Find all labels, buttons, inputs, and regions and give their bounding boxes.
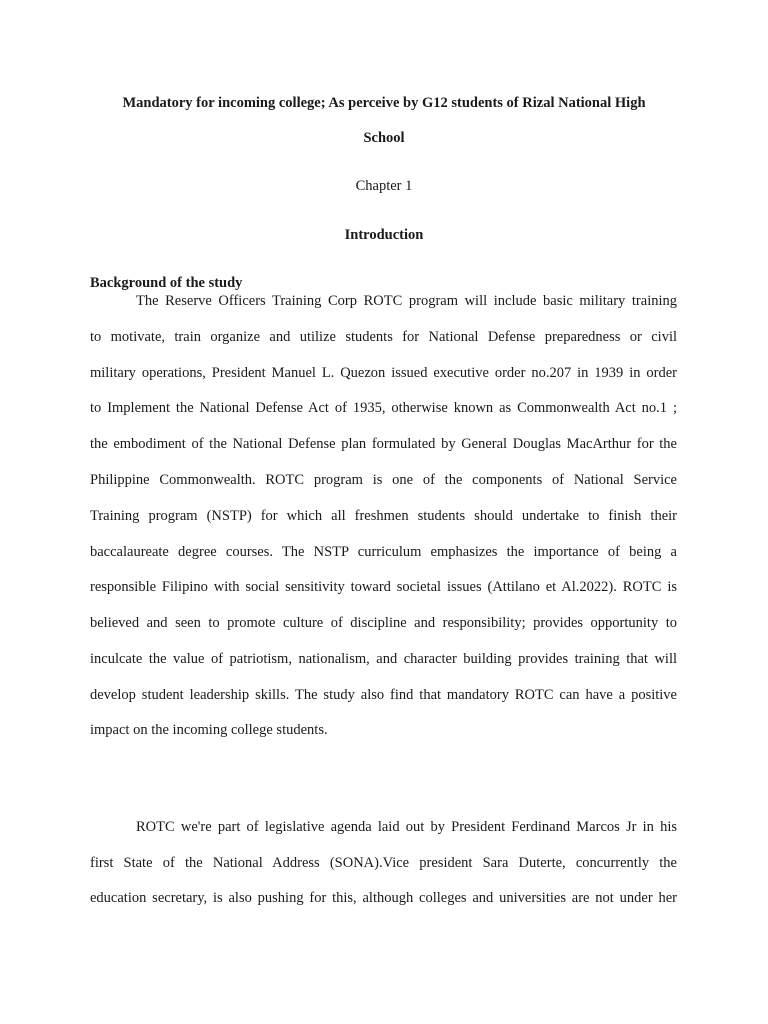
document-title-line-2: School (363, 130, 405, 146)
section-title: Introduction (344, 227, 424, 243)
paragraph-line: education secretary, is also pushing for this, although colleges and universities are not under her (90, 890, 677, 906)
paragraph-line: Training program (NSTP) for which all freshmen students should undertake to finish their (90, 508, 677, 524)
paragraph-line: impact on the incoming college students. (90, 722, 328, 738)
paragraph-line: develop student leadership skills. The study also find that mandatory ROTC can have a positive (90, 687, 677, 703)
document-title-line-1: Mandatory for incoming college; As perceive by G12 students of Rizal National High (122, 95, 646, 111)
paragraph-line: Philippine Commonwealth. ROTC program is one of the components of National Service (90, 472, 677, 488)
paragraph-line: military operations, President Manuel L. Quezon issued executive order no.207 in 1939 in order (90, 365, 677, 381)
paragraph-line: responsible Filipino with social sensitivity toward societal issues (Attilano et Al.2022). ROTC is (90, 579, 677, 595)
paragraph-line: the embodiment of the National Defense plan formulated by General Douglas MacArthur for the (90, 436, 677, 452)
paragraph-line: to Implement the National Defense Act of 1935, otherwise known as Commonwealth Act no.1 ; (90, 400, 677, 416)
subheading-background: Background of the study (90, 275, 243, 291)
paragraph-line: to motivate, train organize and utilize students for National Defense preparedness or civil (90, 329, 677, 345)
paragraph-line: The Reserve Officers Training Corp ROTC program will include basic military training (136, 293, 677, 309)
paragraph-line: inculcate the value of patriotism, nationalism, and character building provides training that will (90, 651, 677, 667)
paragraph-line: baccalaureate degree courses. The NSTP curriculum emphasizes the importance of being a (90, 544, 677, 560)
chapter-label: Chapter 1 (355, 178, 413, 194)
paragraph-line: ROTC we're part of legislative agenda laid out by President Ferdinand Marcos Jr in his (136, 819, 677, 835)
paragraph-line: believed and seen to promote culture of discipline and responsibility; provides opportunity to (90, 615, 677, 631)
paragraph-line: first State of the National Address (SONA).Vice president Sara Duterte, concurrently the (90, 855, 677, 871)
